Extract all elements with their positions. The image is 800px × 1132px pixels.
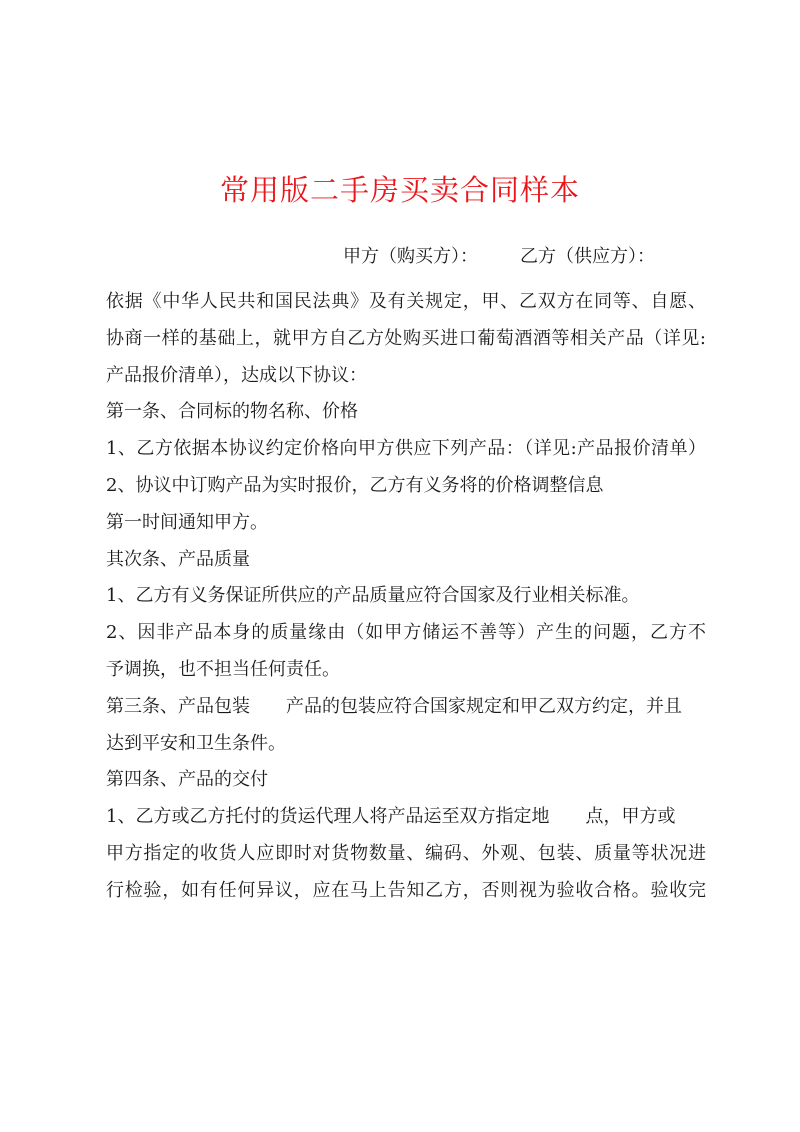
party-a-label: 甲方（购买方）： bbox=[343, 246, 478, 267]
body-line: 1、乙方有义务保证所供应的产品质量应符合国家及行业相关标准。 bbox=[106, 585, 640, 607]
article-heading: 第三条、产品包装 bbox=[106, 695, 250, 717]
article-heading: 第四条、产品的交付 bbox=[106, 769, 268, 791]
body-line: 1、乙方依据本协议约定价格向甲方供应下列产品：（详见:产品报价清单） bbox=[106, 438, 706, 460]
parties-line bbox=[343, 241, 655, 273]
body-line: 2、因非产品本身的质量缘由（如甲方储运不善等）产生的问题，乙方不 bbox=[106, 622, 706, 644]
body-line: 依据《中华人民共和国民法典》及有关规定，甲、乙双方在同等、自愿、 bbox=[106, 291, 706, 312]
body-line bbox=[106, 799, 706, 836]
document-title: 常用版二手房买卖合同样本 bbox=[219, 173, 580, 207]
body-line: 予调换，也不担当任何责任。 bbox=[106, 658, 340, 680]
body-line: 甲方指定的收货人应即时对货物数量、编码、外观、包装、质量等状况进 bbox=[106, 842, 706, 864]
body-text: 1、乙方或乙方托付的货运代理人将产品运至双方指定地 bbox=[106, 806, 550, 828]
body-line: 协商一样的基础上，就甲方自乙方处购买进口葡萄酒酒等相关产品（详见: bbox=[106, 327, 706, 349]
article-heading: 第一条、合同标的物名称、价格 bbox=[106, 401, 358, 423]
body-line: 2、协议中订购产品为实时报价，乙方有义务将的价格调整信息 bbox=[106, 474, 604, 496]
body-line bbox=[106, 689, 706, 726]
body-line: 产品报价清单），达成以下协议： bbox=[106, 364, 367, 386]
article-heading: 其次条、产品质量 bbox=[106, 548, 250, 570]
body-line: 第一时间通知甲方。 bbox=[106, 511, 268, 533]
body-line: 行检验，如有任何异议，应在马上告知乙方，否则视为验收合格。验收完 bbox=[106, 879, 706, 901]
contract-body bbox=[106, 284, 706, 910]
body-text: 产品的包装应符合国家规定和甲乙双方约定，并且 bbox=[286, 695, 682, 717]
body-text: 点，甲方或 bbox=[585, 806, 676, 828]
body-line: 达到平安和卫生条件。 bbox=[106, 732, 286, 754]
party-b-label: 乙方（供应方）： bbox=[520, 246, 655, 267]
